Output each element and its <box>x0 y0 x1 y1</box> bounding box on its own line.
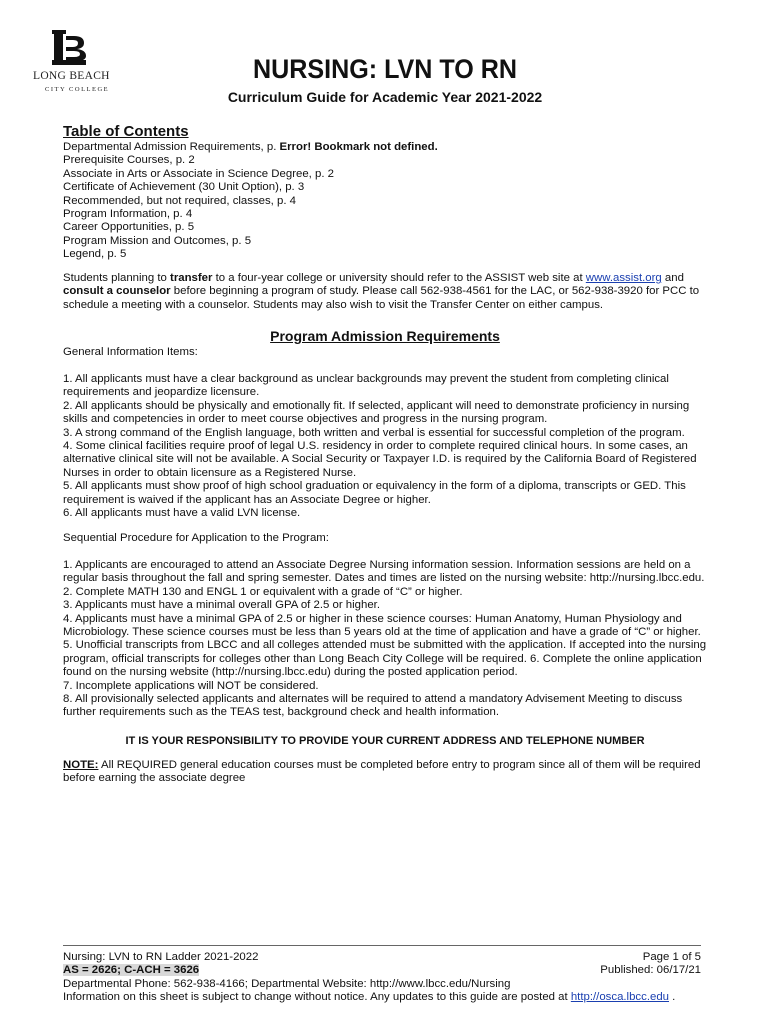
list-item: 5. All applicants must show proof of high school graduation or equivalency in the form of a diploma, transcripts or GED. This requirement is waived if the applicant has an Associate Degree or higher. <box>63 480 686 506</box>
toc-item[interactable]: Associate in Arts or Associate in Science Degree, p. 2 <box>63 167 334 180</box>
list-item: 3. Applicants must have a minimal overall GPA of 2.5 or higher. <box>63 599 380 612</box>
transfer-text: before beginning a program of study. Please call 562-938-4561 for the LAC, or 562-938-3920 for PCC to schedule a meeting with a counselor. Students may also wish to visit the Transfer Center on either campus. <box>63 285 700 311</box>
toc-item[interactable]: Program Information, p. 4 <box>63 207 193 220</box>
list-item: 1. Applicants are encouraged to attend an Associate Degree Nursing information session. Information sessions are held on a regular basis throughout the fall and spring semester. Dates and times are listed on the nursing website: http://nursing.lbcc.edu. <box>63 559 705 585</box>
footer-contact: Departmental Phone: 562-938-4166; Departmental Website: http://www.lbcc.edu/Nursing <box>63 977 511 990</box>
list-item: 1. All applicants must have a clear background as unclear backgrounds may prevent the student from completing clinical requirements and jeopardize licensure. <box>63 373 669 399</box>
assist-link[interactable]: www.assist.org <box>585 272 662 284</box>
toc-item[interactable]: Certificate of Achievement (30 Unit Option), p. 3 <box>63 181 305 194</box>
list-item: 2. Complete MATH 130 and ENGL 1 or equivalent with a grade of “C” or higher. <box>63 585 463 598</box>
logo-line-1: LONG BEACH <box>33 70 110 82</box>
page-title-text: NURSING: LVN TO RN <box>252 54 518 84</box>
toc-item[interactable]: Prerequisite Courses, p. 2 <box>63 154 195 167</box>
toc-item-text: Departmental Admission Requirements, p. <box>63 141 280 153</box>
list-item: 6. All applicants must have a valid LVN license. <box>63 507 301 520</box>
transfer-paragraph <box>63 272 711 312</box>
list-item: 4. Some clinical facilities require proof of legal U.S. residency in order to complete required clinical hours. In some cases, an alternative clinical site will not be available. A Social Security or Taxpayer I.D. is required by the California Board of Registered Nurses in order to obtain licensure as a Registered Nurse. <box>63 440 697 479</box>
table-of-contents <box>63 141 723 262</box>
footer-notice: Information on this sheet is subject to change without notice. Any updates to this guide are posted at <box>63 991 571 1004</box>
admission-heading-text: Program Admission Requirements <box>270 328 500 344</box>
list-item: 3. A strong command of the English language, both written and verbal is essential for successful completion of the program. <box>63 426 685 439</box>
sequential-label: Sequential Procedure for Application to the Program: <box>63 532 329 544</box>
toc-item[interactable]: Recommended, but not required, classes, p. 4 <box>63 194 297 207</box>
note-paragraph <box>63 759 711 786</box>
footer-codes: AS = 2626; C-ACH = 3626 <box>63 964 200 977</box>
page-subtitle: Curriculum Guide for Academic Year 2021-2022 <box>227 89 543 105</box>
page-footer <box>63 951 701 1005</box>
logo-line-2: CITY COLLEGE <box>45 86 110 93</box>
footer-divider <box>63 945 701 946</box>
transfer-bold: transfer <box>170 272 213 284</box>
general-items <box>63 373 711 520</box>
sequential-items <box>63 559 711 720</box>
responsibility-notice: IT IS YOUR RESPONSIBILITY TO PROVIDE YOUR CURRENT ADDRESS AND TELEPHONE NUMBER <box>125 735 645 747</box>
toc-item[interactable]: Program Mission and Outcomes, p. 5 <box>63 234 252 247</box>
counselor-bold: consult a counselor <box>63 285 171 298</box>
list-item: 2. All applicants should be physically and emotionally fit. If selected, applicant will need to demonstrate proficiency in nursing skills and competencies in order to meet course objectives and progress in the nursing program. <box>63 399 690 426</box>
list-item: 5. Unofficial transcripts from LBCC and all colleges attended must be submitted with the application. If accepted into the nursing program, official transcripts for colleges other than Long Beach City College will be required. 6. Complete the online application found on the nursing website (http://nursing.lbcc.edu) during the posted application period. <box>63 639 707 679</box>
admission-heading <box>0 328 770 345</box>
list-item: 7. Incomplete applications will NOT be considered. <box>63 679 319 692</box>
note-label: NOTE: <box>63 759 99 771</box>
general-label: General Information Items: <box>63 346 198 358</box>
footer-page-number: Page 1 of 5 <box>642 951 701 963</box>
footer-doc-title: Nursing: LVN to RN Ladder 2021-2022 <box>63 951 259 963</box>
footer-notice-end: . <box>669 991 676 1004</box>
list-item: 8. All provisionally selected applicants and alternates will be required to attend a mandatory Advisement Meeting to discuss further requirements such as the TEAS test, background check and health information. <box>63 693 683 719</box>
toc-heading: Table of Contents <box>63 123 189 140</box>
footer-published: Published: 06/17/21 <box>600 964 701 977</box>
note-text: All REQUIRED general education courses must be completed before entry to program since all of them will be required before earning the associate degree <box>63 759 701 785</box>
transfer-text: Students planning to <box>63 272 171 284</box>
page-title <box>0 53 770 85</box>
transfer-text: and <box>661 272 684 284</box>
list-item: 4. Applicants must have a minimal GPA of 2.5 or higher in these science courses: Human Anatomy, Human Physiology and Microbiology. These science courses must be less than 5 years old at the time of application and have a grade of “C” or higher. <box>63 612 701 639</box>
osca-link[interactable]: http://osca.lbcc.edu <box>570 991 669 1004</box>
transfer-text: to a four-year college or university should refer to the ASSIST web site at <box>212 272 586 284</box>
toc-item[interactable]: Legend, p. 5 <box>63 248 127 261</box>
toc-item-error: Error! Bookmark not defined. <box>279 141 438 153</box>
toc-item[interactable]: Career Opportunities, p. 5 <box>63 221 195 234</box>
toc-item[interactable] <box>63 141 723 154</box>
